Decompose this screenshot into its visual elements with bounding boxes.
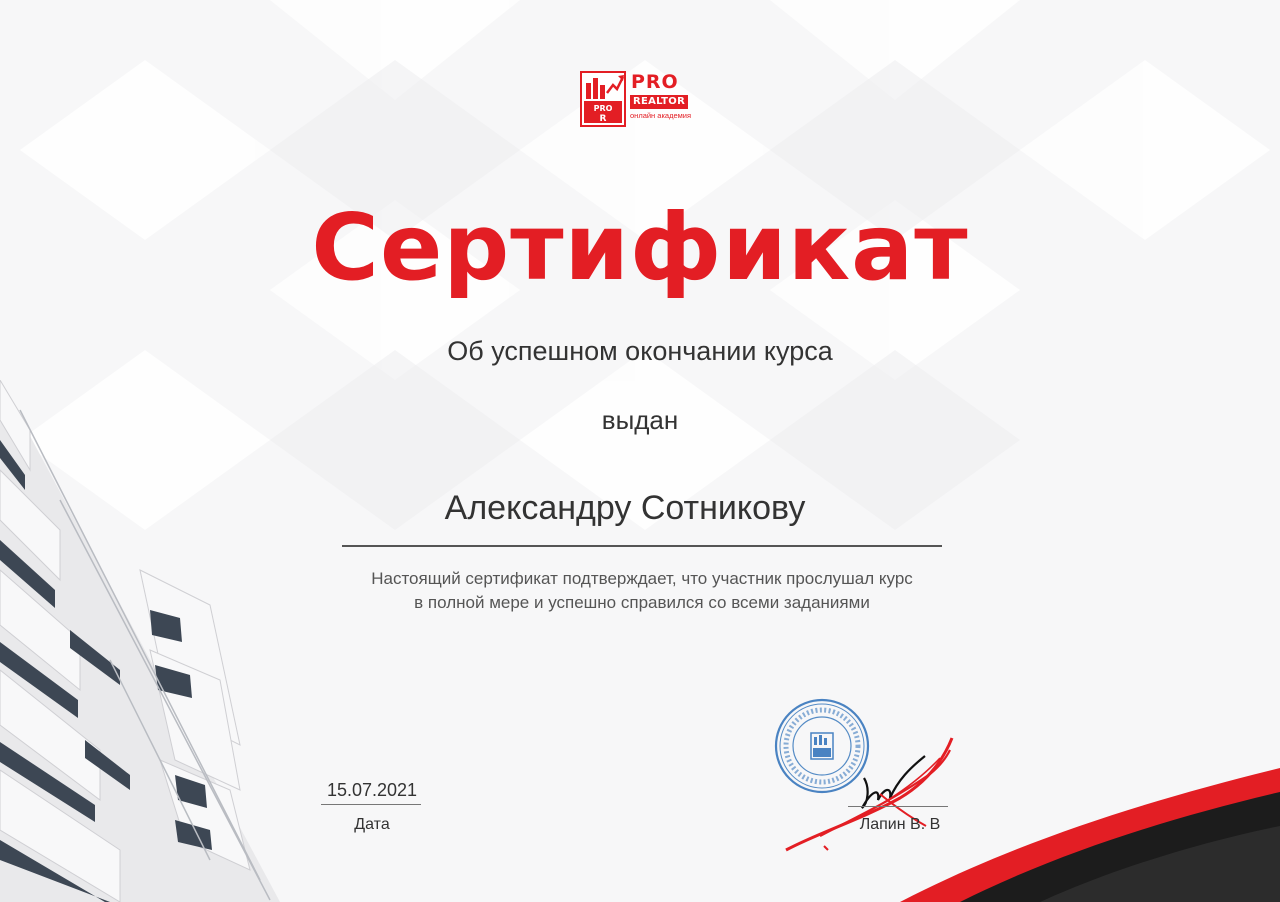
signature-icon: [780, 728, 960, 858]
description-line-1: Настоящий сертификат подтверждает, что участник прослушал курс: [371, 569, 913, 588]
certificate-subtitle: Об успешном окончании курса: [447, 336, 833, 366]
logo-pro-text: PRO: [631, 71, 679, 93]
certificate-title: Сертификат: [311, 194, 969, 301]
date-label: Дата: [354, 816, 390, 833]
recipient-name: Александру Сотникову: [444, 489, 806, 527]
issued-label: выдан: [601, 405, 679, 435]
date-underline: [321, 804, 421, 805]
logo-realtor-text: REALTOR: [630, 95, 688, 109]
building-growth-emblem-icon: [580, 71, 626, 127]
pro-realtor-logo: [580, 71, 700, 127]
signer-name: Лапин В. В: [859, 816, 941, 833]
recipient-underline: [342, 545, 942, 547]
issue-date: 15.07.2021: [326, 780, 418, 800]
signature-underline: [848, 806, 948, 807]
certificate-description: [0, 567, 1280, 615]
logo-subtitle: онлайн академия: [630, 111, 692, 120]
description-line-2: в полной мере и успешно справился со всеми заданиями: [414, 593, 870, 612]
emblem-letters-top: PRO: [593, 104, 613, 113]
emblem-letters-bottom: R: [599, 114, 607, 124]
